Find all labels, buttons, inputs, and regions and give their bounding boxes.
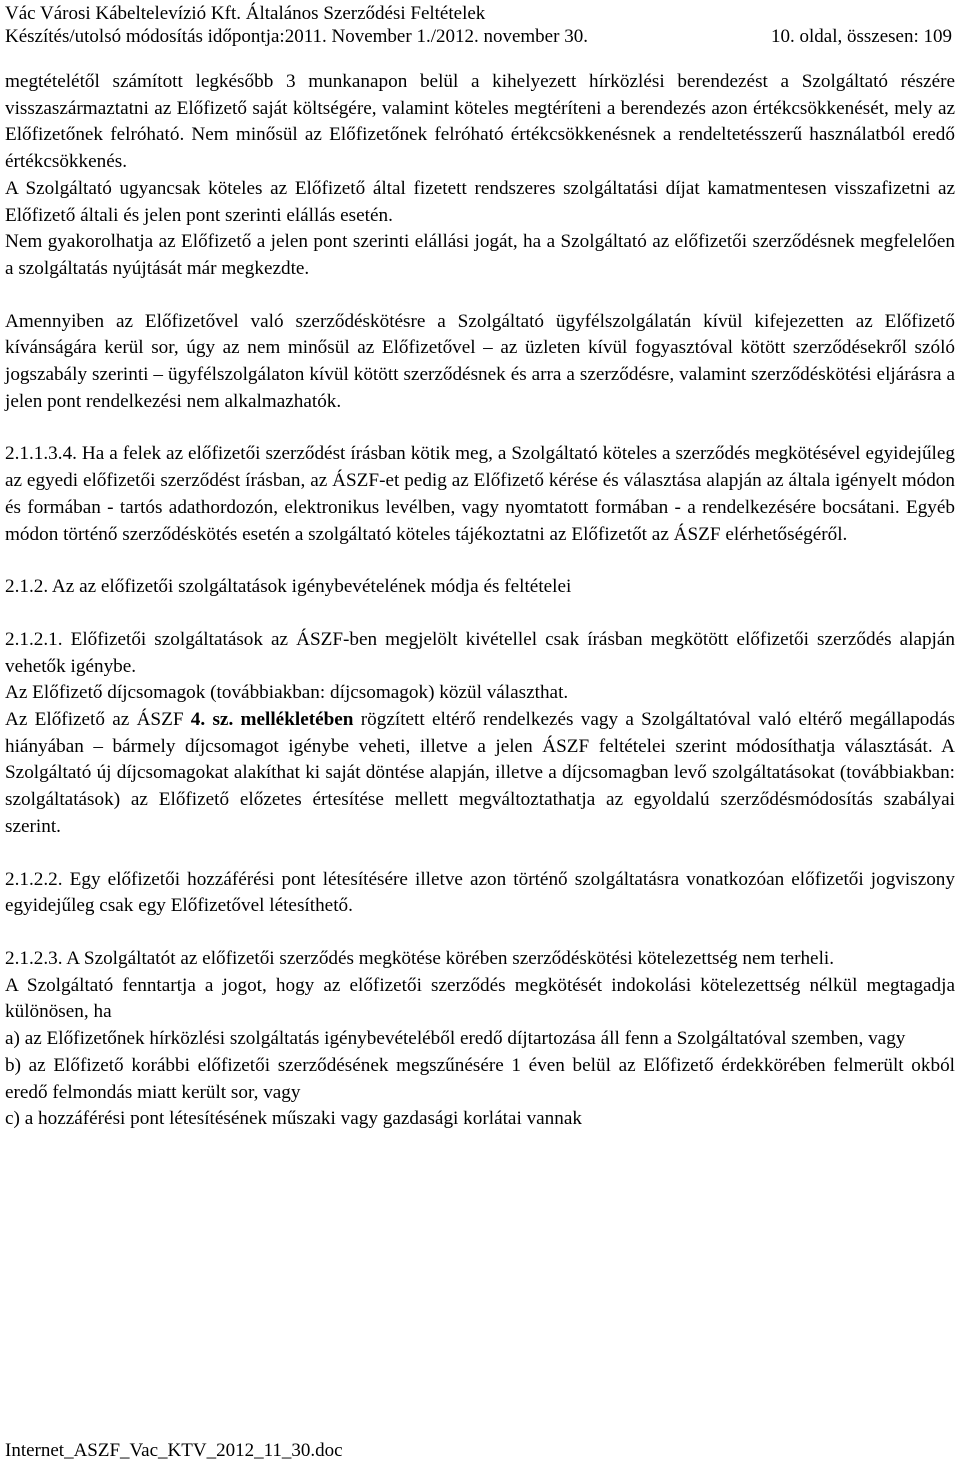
section-2-1-2-1: 2.1.2.1. Előfizetői szolgáltatások az ÁSZF-ben megjelölt kivétellel csak írásban megkötött előfizetői szerződés alapján vehetők igénybe. <box>5 628 955 677</box>
paragraph <box>5 707 955 841</box>
list-item-c: c) a hozzáférési pont létesítésének műszaki vagy gazdasági korlátai vannak <box>5 1108 582 1130</box>
list-item-a: a) az Előfizetőnek hírközlési szolgáltatás igénybevételéből eredő díjtartozása áll fenn a Szolgáltatóval szemben, vagy <box>5 1028 906 1050</box>
header-title: Vác Városi Kábeltelevízió Kft. Általános Szerződési Feltételek <box>5 3 486 24</box>
page-header <box>5 0 955 48</box>
list-item-b: b) az Előfizető korábbi előfizetői szerződésének megszűnésére 1 éven belül az Előfizető érdekkörében felmerült okból eredő felmondás miatt került sor, vagy <box>5 1054 955 1103</box>
paragraph: Az Előfizető díjcsomagok (továbbiakban: díjcsomagok) közül választhat. <box>5 682 569 704</box>
paragraph-spacer <box>5 548 955 574</box>
text-run: Az Előfizető az ÁSZF <box>5 709 191 731</box>
paragraph: Nem gyakorolhatja az Előfizető a jelen pont szerinti elállási jogát, ha a Szolgáltató az előfizetői szerződésnek megfelelően a szolgáltatás nyújtását már megkezdte. <box>5 231 955 279</box>
section-2-1-2-3: 2.1.2.3. A Szolgáltatót az előfizetői szerződés megkötése körében szerződéskötési kötelezettség nem terheli. <box>5 947 835 969</box>
paragraph-spacer <box>5 601 955 627</box>
paragraph: A Szolgáltató fenntartja a jogot, hogy az előfizetői szerződés megkötését indokolási kötelezettség nélkül megtagadja különösen, ha <box>5 974 955 1023</box>
paragraph-spacer <box>5 920 955 946</box>
header-date-line <box>5 25 955 48</box>
section-2-1-2-2: 2.1.2.2. Egy előfizetői hozzáférési pont létesítésére illetve azon történő szolgáltatásra vonatkozóan előfizetői jogviszony egyidejűleg csak egy Előfizetővel létesíthető. <box>5 868 955 917</box>
paragraph-spacer <box>5 415 955 441</box>
paragraph-spacer <box>5 841 955 867</box>
bold-reference: 4. sz. mellékletében <box>190 709 354 731</box>
header-modified-date: Készítés/utolsó módosítás időpontja:2011. November 1./2012. november 30. <box>5 26 588 47</box>
paragraph-spacer <box>5 283 955 309</box>
header-page-number: 10. oldal, összesen: 109 <box>770 26 952 47</box>
paragraph: Amennyiben az Előfizetővel való szerződéskötésre a Szolgáltató ügyfélszolgálatán kívül kifejezetten az Előfizető kívánságára kerül sor, úgy az nem minősül az Előfizetővel – az üzleten kívül fogyasztóval kötött szerződésekről szóló jogszabály szerinti – ügyfélszolgálaton kívül kötött szerződésnek és arra a szerződésre, valamint szerződéskötési eljárásra a jelen pont rendelkezési nem alkalmazhatók. <box>5 310 955 412</box>
section-2-1-2-heading: 2.1.2. Az az előfizetői szolgáltatások igénybevételének módja és feltételei <box>5 576 572 598</box>
paragraph: A Szolgáltató ugyancsak köteles az Előfizető által fizetett rendszeres szolgáltatási díjat kamatmentesen visszafizetni az Előfizető általi és jelen pont szerinti elállás esetén. <box>5 177 955 226</box>
page-footer-filename: Internet_ASZF_Vac_KTV_2012_11_30.doc <box>5 1440 343 1461</box>
paragraph: megtételétől számított legkésőbb 3 munkanapon belül a kihelyezett hírközlési berendezést a Szolgáltató részére visszaszármaztatni az Előfizető saját költségére, valamint köteles megtéríteni a berendezés azon értékcsökkenését, mely az Előfizetőnek felróható. Nem minősül az Előfizetőnek felróható értékcsökkenésnek a rendeltetésszerű használatból eredő értékcsökkenés. <box>5 71 955 173</box>
document-body <box>5 69 955 1133</box>
text-run: rögzített eltérő rendelkezés vagy a Szolgáltatóval való eltérő megállapodás hiányában – bármely díjcsomagot igénybe veheti, illetve a jelen ÁSZF feltételei szerint módosíthatja választását. A Szolgáltató új díjcsomagokat alakíthat ki saját döntése alapján, illetve a díjcsomagban levő szolgáltatásokat (továbbiakban: szolgáltatások) az Előfizető előzetes értesítése mellett megváltoztathatja az egyoldalú szerződésmódosítás szabályai szerint. <box>5 709 955 837</box>
section-2-1-1-3-4: 2.1.1.3.4. Ha a felek az előfizetői szerződést írásban kötik meg, a Szolgáltató köteles a szerződés megkötésével egyidejűleg az egyedi előfizetői szerződést írásban, az ÁSZF-et pedig az Előfizető kérése és választása alapján az általa igényelt módon és formában - tartós adathordozón, elektronikus levélben, vagy nyomtatott formában - a rendelkezésére bocsátani. Egyéb módon történő szerződéskötés esetén a szolgáltató köteles tájékoztatni az Előfizetőt az ÁSZF elérhetőségéről. <box>5 443 955 545</box>
